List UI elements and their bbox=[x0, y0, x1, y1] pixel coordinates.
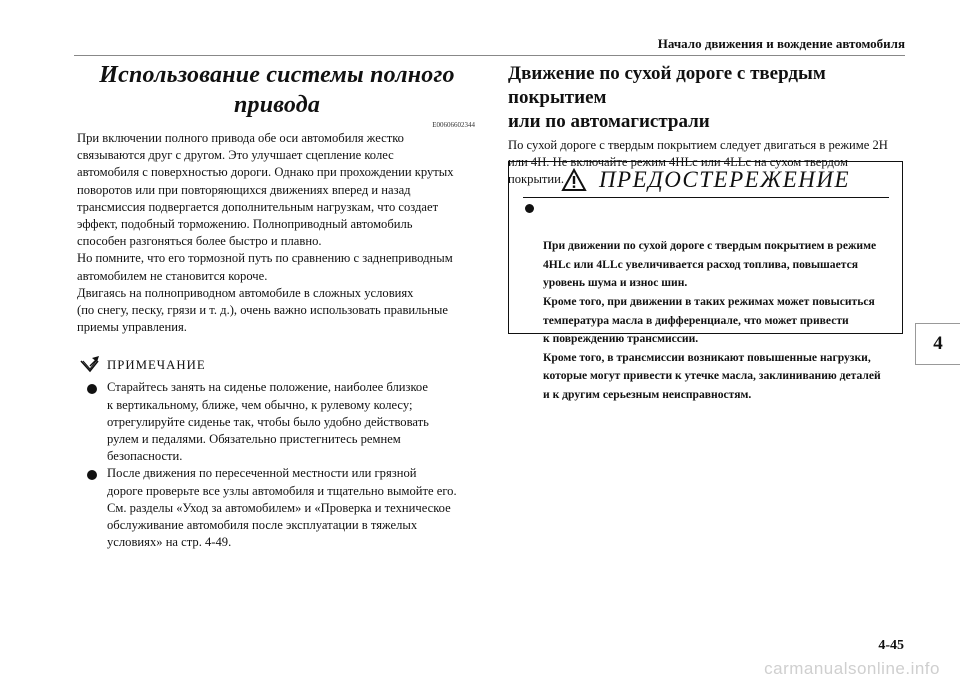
running-header: Начало движения и вождение автомобиля bbox=[657, 36, 905, 51]
page-number: 4-45 bbox=[878, 638, 904, 653]
section-code: E00606602344 bbox=[432, 121, 475, 129]
watermark: carmanualsonline.info bbox=[764, 659, 940, 678]
left-column bbox=[77, 60, 477, 551]
paragraph-2: Но помните, что его тормозной путь по сравнению с заднеприводным автомобилем не становится короче. bbox=[77, 251, 453, 283]
section-body bbox=[77, 130, 477, 336]
note-item-text: Старайтесь занять на сиденье положение, наиболее близкое к вертикальному, ближе, чем обычно, к рулевому колесу; отрегулируйте сиденье так, чтобы было удобно действовать рулем и педалями. Обязательно пристегнитесь ремнем безопасности. bbox=[107, 380, 429, 464]
chapter-tab: 4 bbox=[915, 323, 960, 365]
warning-triangle-icon bbox=[561, 168, 587, 192]
note-header bbox=[79, 355, 477, 375]
note-item bbox=[82, 465, 477, 551]
bullet-icon bbox=[525, 204, 534, 213]
bullet-icon bbox=[87, 470, 97, 480]
warning-header bbox=[509, 167, 902, 193]
note-label: ПРИМЕЧАНИЕ bbox=[107, 357, 206, 372]
dry-road-text: По сухой дороге с твердым покрытием следует двигаться в режиме 2H или 4H. Не включайте режим 4HLc или 4LLc на сухом твердом покрытии. bbox=[508, 138, 888, 187]
header-divider bbox=[74, 55, 905, 56]
note-item bbox=[82, 379, 477, 465]
note-block bbox=[77, 355, 477, 551]
section-title-dry-road: Движение по сухой дороге с твердым покрытием или по автомагистрали bbox=[508, 63, 826, 132]
note-pencil-icon bbox=[79, 355, 101, 375]
note-list bbox=[77, 379, 477, 551]
warning-title: ПРЕДОСТЕРЕЖЕНИЕ bbox=[598, 167, 851, 192]
note-item-text: После движения по пересеченной местности или грязной дороге проверьте все узлы автомобиля и тщательно вымойте его. См. разделы «Уход за автомобилем» и «Проверка и техническое обслуживание автомобиля после эксплуатации в тяжелых условиях» на стр. 4-49. bbox=[107, 466, 457, 550]
warning-text: При движении по сухой дороге с твердым покрытием в режиме 4HLc или 4LLc увеличивается расход топлива, повышается уровень шума и износ шин. Кроме того, при движении в таких режимах может повыситься температура масла в дифференциале, что может привести к повреждению трансмиссии. Кроме того, в трансмиссии возникают повышенные нагрузки, которые могут привести к утечке масла, заклиниванию деталей и к другим серьезным неисправностям. bbox=[543, 239, 881, 401]
paragraph-1: При включении полного привода обе оси автомобиля жестко связываются друг с другом. Это улучшает сцепление колес автомобиля с поверхностью дороги. Однако при прохождении крутых поворотов или при повторяющихся движениях вперед и назад трансмиссия подвергается дополнительным нагрузкам, что создает эффект, подобный торможению. Полноприводный автомобиль способен разгоняться более быстро и плавно. bbox=[77, 131, 454, 249]
paragraph-3: Двигаясь на полноприводном автомобиле в сложных условиях (по снегу, песку, грязи и т. д.), очень важно использовать правильные приемы управления. bbox=[77, 285, 448, 335]
bullet-icon bbox=[87, 384, 97, 394]
warning-body bbox=[509, 198, 902, 405]
warning-box bbox=[508, 161, 903, 401]
section-title-4wd: Использование системы полного привода bbox=[99, 62, 455, 118]
